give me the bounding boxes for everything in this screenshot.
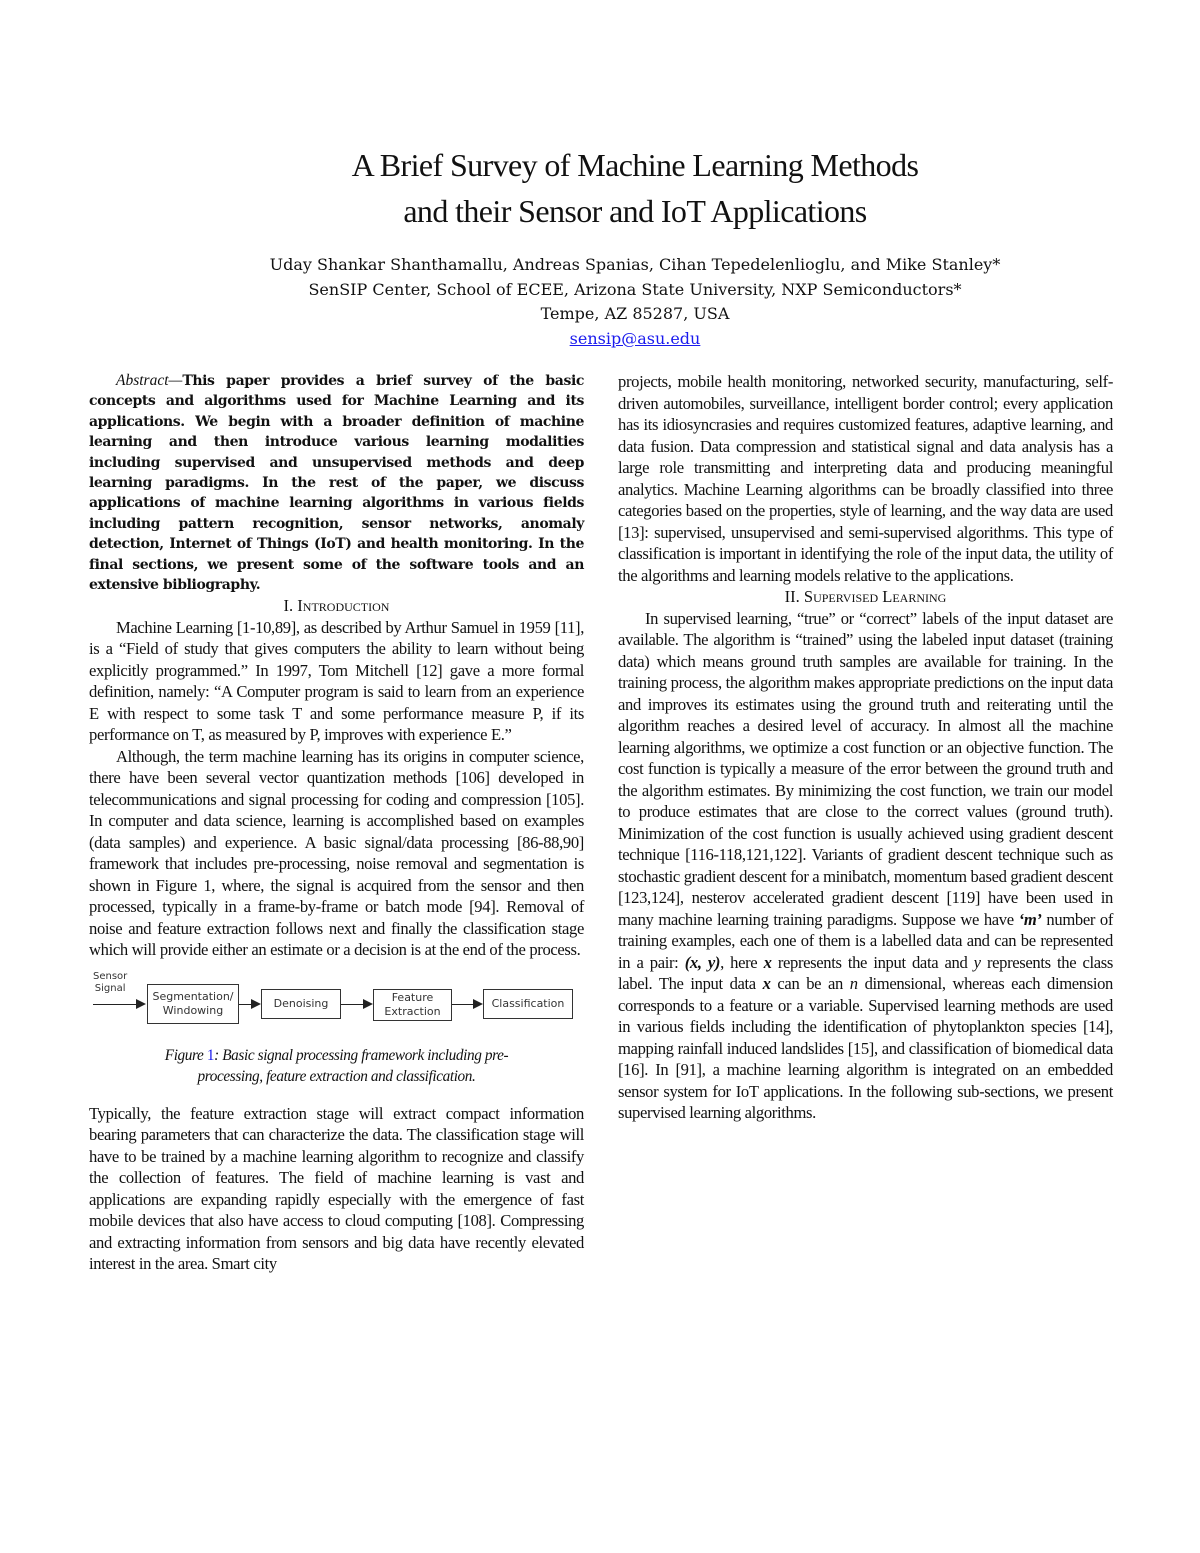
denoising-label: Denoising bbox=[273, 996, 329, 1010]
section-1-title: Introduction bbox=[297, 596, 390, 616]
supervised-text-b: number of training examples, each one of them is a labelled data and can be represented in a pair: bbox=[618, 909, 1113, 972]
intro-paragraph-1: Machine Learning [1-10,89], as described by Arthur Samuel in 1959 [11], is a “Field of study that gives computers the ability to learn without being explicitly programmed.” In 1997, Tom Mitchell [12] gave a more formal definition, namely: “A Computer program is said to learn from an experience E with respect to some task T and some performance measure P, if its performance on T, as measured by P, improves with experience E.” bbox=[89, 617, 584, 745]
left-column bbox=[89, 371, 584, 1275]
windowing-label: Windowing bbox=[162, 1003, 224, 1017]
y-symbol: y bbox=[973, 952, 981, 972]
figure-1-diagram bbox=[89, 970, 584, 1045]
x-symbol-2: x bbox=[762, 974, 771, 993]
intro-paragraph-2: Although, the term machine learning has its origins in computer science, there have been several vector quantization methods [106] developed in telecommunications and signal processing for coding and compression [105]. In computer and data science, learning is accomplished based on examples (data samples) and experience. A basic signal/data processing [86-88,90] framework that includes pre-processing, noise removal and segmentation is shown in Figure 1, where, the signal is acquired from the sensor and then processed, typically in a frame-by-frame or batch mode [94]. Removal of noise and feature extraction follows next and finally the classification stage which will provide either an estimate or a decision is at the end of the process. bbox=[89, 746, 584, 960]
supervised-text-a: In supervised learning, “true” or “correct” labels of the input dataset are available. The algorithm is “trained” using the labeled input dataset (training data) which means ground truth samples are available for training. In the training process, the algorithm makes appropriate predictions on the input data and improves its estimates using the ground truth and reiterating until the algorithm reaches a desired level of accuracy. In almost all the machine learning algorithms, we optimize a cost function or an objective function. The cost function is typically a measure of the error between the ground truth and the algorithm estimates. By minimizing the cost function, we train our model to produce estimates that are close to the correct values (ground truth). Minimization of the cost function is usually achieved using gradient descent technique [116-118,121,122]. Variants of gradient descent technique such as stochastic gradient descent for a minibatch, momentum based gradient descent [123,124], nesterov accelerated gradient descent [119] have been used in many machine learning training paradigms. Suppose we have bbox=[618, 608, 1114, 929]
abstract bbox=[89, 371, 584, 595]
section-heading-introduction bbox=[89, 595, 584, 617]
caption-line-1: : Basic signal processing framework including pre- bbox=[214, 1046, 509, 1064]
feature-label: Feature bbox=[391, 990, 434, 1004]
classification-label: Classification bbox=[491, 996, 565, 1010]
supervised-text-g: dimensional, whereas each dimension corresponds to a feature or a variable. Supervised learning methods are used in various fields including the identification of phytoplankton species [14], mapping rainfall induced landslides [15], and classification of biomedical data [16]. In [91], a machine learning algorithm is integrated on an embedded sensor system for IoT applications. In the following sub-sections, we present supervised learning algorithms. bbox=[618, 974, 1113, 1122]
classification-box bbox=[483, 989, 573, 1019]
x-symbol: x bbox=[763, 952, 772, 972]
input-arrow-head bbox=[136, 999, 146, 1009]
caption-prefix: Figure bbox=[164, 1046, 207, 1064]
paper-title bbox=[100, 142, 1170, 234]
signal-label-line2: Signal bbox=[94, 982, 126, 994]
supervised-text-e: represents the class label. The input data bbox=[618, 952, 1113, 993]
input-arrow bbox=[93, 1004, 137, 1005]
title-line-1: A Brief Survey of Machine Learning Methods bbox=[351, 147, 919, 183]
arrow-2 bbox=[341, 1004, 364, 1005]
feature-extraction-box bbox=[373, 989, 452, 1021]
section-heading-supervised-learning bbox=[618, 586, 1113, 608]
sensor-label-line1: Sensor bbox=[93, 970, 128, 982]
abstract-lead: Abstract— bbox=[116, 372, 183, 389]
supervised-paragraph-1 bbox=[618, 608, 1113, 1124]
supervised-text-d: represents the input data and bbox=[771, 952, 974, 972]
sensor-signal-label bbox=[93, 971, 127, 995]
right-column bbox=[618, 371, 1113, 1124]
denoising-box bbox=[261, 989, 341, 1019]
section-2-number: II. bbox=[784, 587, 800, 606]
arrow-2-head bbox=[363, 999, 373, 1009]
abstract-text: This paper provides a brief survey of the basic concepts and algorithms used for Machine Learning and its applications. We begin with a broader definition of machine learning and then introduce various learning modalities including supervised and unsupervised methods and deep learning paradigms. In the rest of the paper, we discuss applications of machine learning algorithms in various fields including pattern recognition, sensor networks, anomaly detection, Internet of Things (IoT) and health monitoring. In the final sections, we present some of the software tools and an extensive bibliography. bbox=[89, 373, 584, 594]
author-email-link[interactable]: sensip@asu.edu bbox=[569, 328, 701, 348]
intro-paragraph-3-continued: projects, mobile health monitoring, networked security, manufacturing, self-driven automobiles, surveillance, intelligent border control; every application has its idiosyncrasies and requires customized features, adaptive learning, and data fusion. Data compression and statistical signal and data analysis has a large role transmitting and interpreting data and producing meaningful analytics. Machine Learning algorithms can be broadly classified into three categories based on the properties, style of learning, and the way data are used [13]: supervised, unsupervised and semi-supervised algorithms. This type of classification is important in identifying the role of the input data, the utility of the algorithms and learning models relative to the applications. bbox=[618, 372, 1113, 585]
author-affiliation: SenSIP Center, School of ECEE, Arizona State University, NXP Semiconductors* bbox=[308, 279, 962, 299]
segmentation-label: Segmentation/ bbox=[152, 989, 234, 1003]
arrow-1-head bbox=[251, 999, 261, 1009]
supervised-text-f: can be an bbox=[770, 974, 850, 993]
supervised-text-c: , here bbox=[720, 952, 764, 972]
arrow-3 bbox=[452, 1004, 474, 1005]
caption-line-2: processing, feature extraction and classification. bbox=[197, 1067, 476, 1085]
intro-paragraph-3: Typically, the feature extraction stage will extract compact information bearing parameters that can characterize the data. The classification stage will have to be trained by a machine learning algorithm to recognize and classify the collection of features. The field of machine learning is vast and applications are expanding rapidly especially with the emergence of fast mobile devices that also have access to cloud computing [108]. Compressing and extracting information from sensors and big data have recently elevated interest in the area. Smart city bbox=[89, 1103, 584, 1274]
section-2-title: Supervised Learning bbox=[803, 587, 947, 606]
n-symbol: n bbox=[849, 974, 858, 993]
section-1-number: I. bbox=[283, 596, 294, 616]
author-location: Tempe, AZ 85287, USA bbox=[540, 304, 730, 323]
m-symbol: ‘m’ bbox=[1018, 909, 1042, 929]
figure-1-caption bbox=[89, 1045, 584, 1087]
extraction-label: Extraction bbox=[384, 1004, 441, 1018]
title-line-2: and their Sensor and IoT Applications bbox=[403, 193, 867, 229]
caption-figure-number-link[interactable]: 1 bbox=[206, 1046, 215, 1064]
arrow-3-head bbox=[473, 999, 483, 1009]
segmentation-box bbox=[147, 984, 239, 1024]
author-block bbox=[100, 253, 1170, 351]
author-names: Uday Shankar Shanthamallu, Andreas Spanias, Cihan Tepedelenlioglu, and Mike Stanley* bbox=[269, 255, 1001, 274]
pair-symbol: (x, y) bbox=[684, 952, 721, 972]
